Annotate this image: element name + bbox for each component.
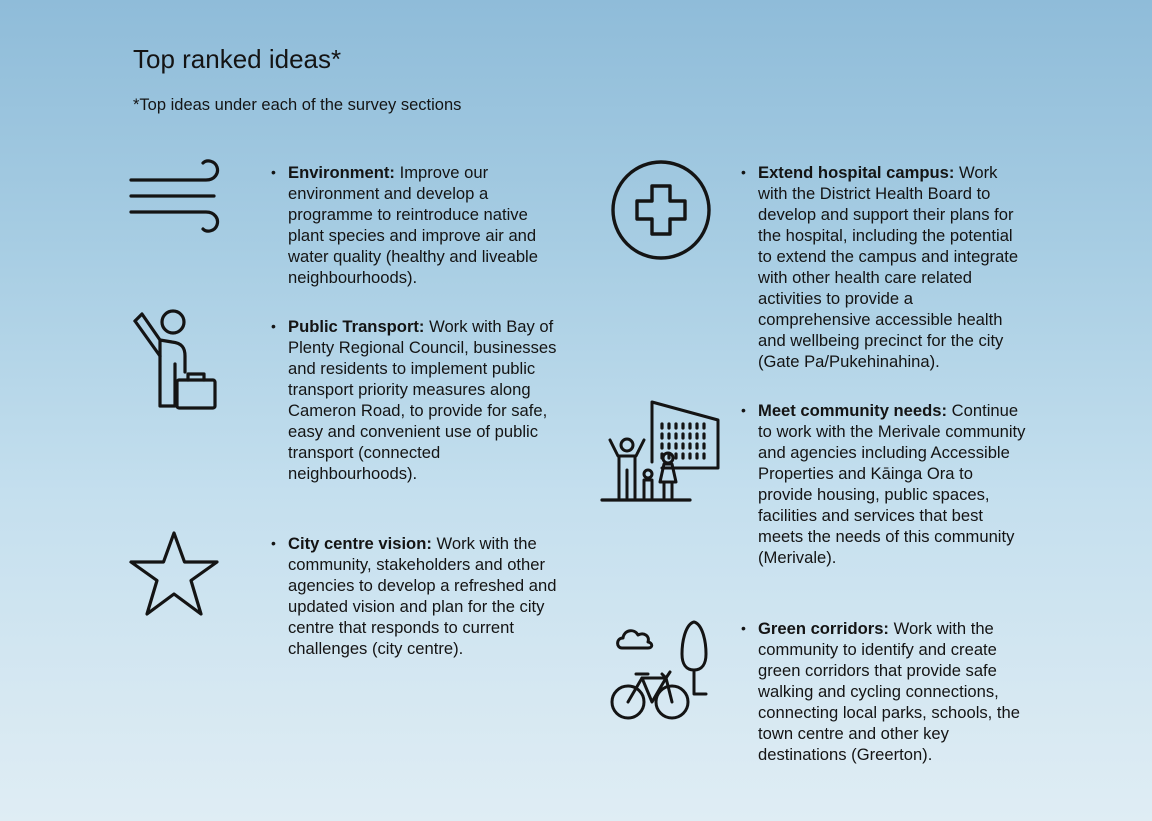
idea-text: Improve our environment and develop a programme to reintroduce native plant species and improve air and water quality (healthy and liveable neighbourhoods). bbox=[288, 163, 538, 287]
family-housing-icon bbox=[600, 398, 722, 506]
idea-title: City centre vision: bbox=[288, 534, 432, 553]
idea-text: Continue to work with the Merivale community and agencies including Accessible Properties and Kāinga Ora to provide housing, public spaces, facilities and services that best meets the needs of this community (Merivale). bbox=[758, 401, 1026, 567]
idea-text: Work with Bay of Plenty Regional Council, businesses and residents to implement public transport priority measures along Cameron Road, to provide for safe, easy and convenient use of public transport (connected neighbourhoods). bbox=[288, 317, 557, 483]
idea-title: Environment: bbox=[288, 163, 395, 182]
bullet: • bbox=[271, 164, 276, 180]
star-icon bbox=[128, 528, 220, 620]
idea-green-corridors bbox=[741, 618, 1030, 765]
idea-meet-community-needs bbox=[741, 400, 1030, 568]
bicycle-tree-icon bbox=[606, 618, 716, 728]
bullet: • bbox=[271, 318, 276, 334]
idea-extend-hospital-campus bbox=[741, 162, 1030, 372]
idea-title: Public Transport: bbox=[288, 317, 425, 336]
bullet: • bbox=[741, 164, 746, 180]
bullet: • bbox=[741, 402, 746, 418]
bullet: • bbox=[741, 620, 746, 636]
page-title: Top ranked ideas* bbox=[133, 44, 342, 74]
idea-public-transport bbox=[271, 316, 560, 484]
idea-text: Work with the community to identify and create green corridors that provide safe walking and cycling connections, connecting local parks, schools, the town centre and other key destinations (Greerton). bbox=[758, 619, 1020, 764]
idea-text: Work with the District Health Board to develop and support their plans for the hospital, including the potential to extend the campus and integrate with other health care related activities to provide a comprehensive accessible health and wellbeing precinct for the city (Gate Pa/Pukehinahina). bbox=[758, 163, 1019, 371]
idea-text: Work with the community, stakeholders and other agencies to develop a refreshed and updated vision and plan for the city centre that responds to current challenges (city centre). bbox=[288, 534, 557, 658]
bullet: • bbox=[271, 535, 276, 551]
idea-title: Green corridors: bbox=[758, 619, 889, 638]
idea-title: Extend hospital campus: bbox=[758, 163, 955, 182]
idea-title: Meet community needs: bbox=[758, 401, 948, 420]
idea-environment bbox=[271, 162, 560, 288]
wind-icon bbox=[128, 158, 220, 234]
page-subtitle: *Top ideas under each of the survey sections bbox=[133, 96, 462, 114]
idea-city-centre-vision bbox=[271, 533, 560, 659]
medical-cross-icon bbox=[609, 158, 713, 262]
commuter-icon bbox=[130, 306, 220, 414]
